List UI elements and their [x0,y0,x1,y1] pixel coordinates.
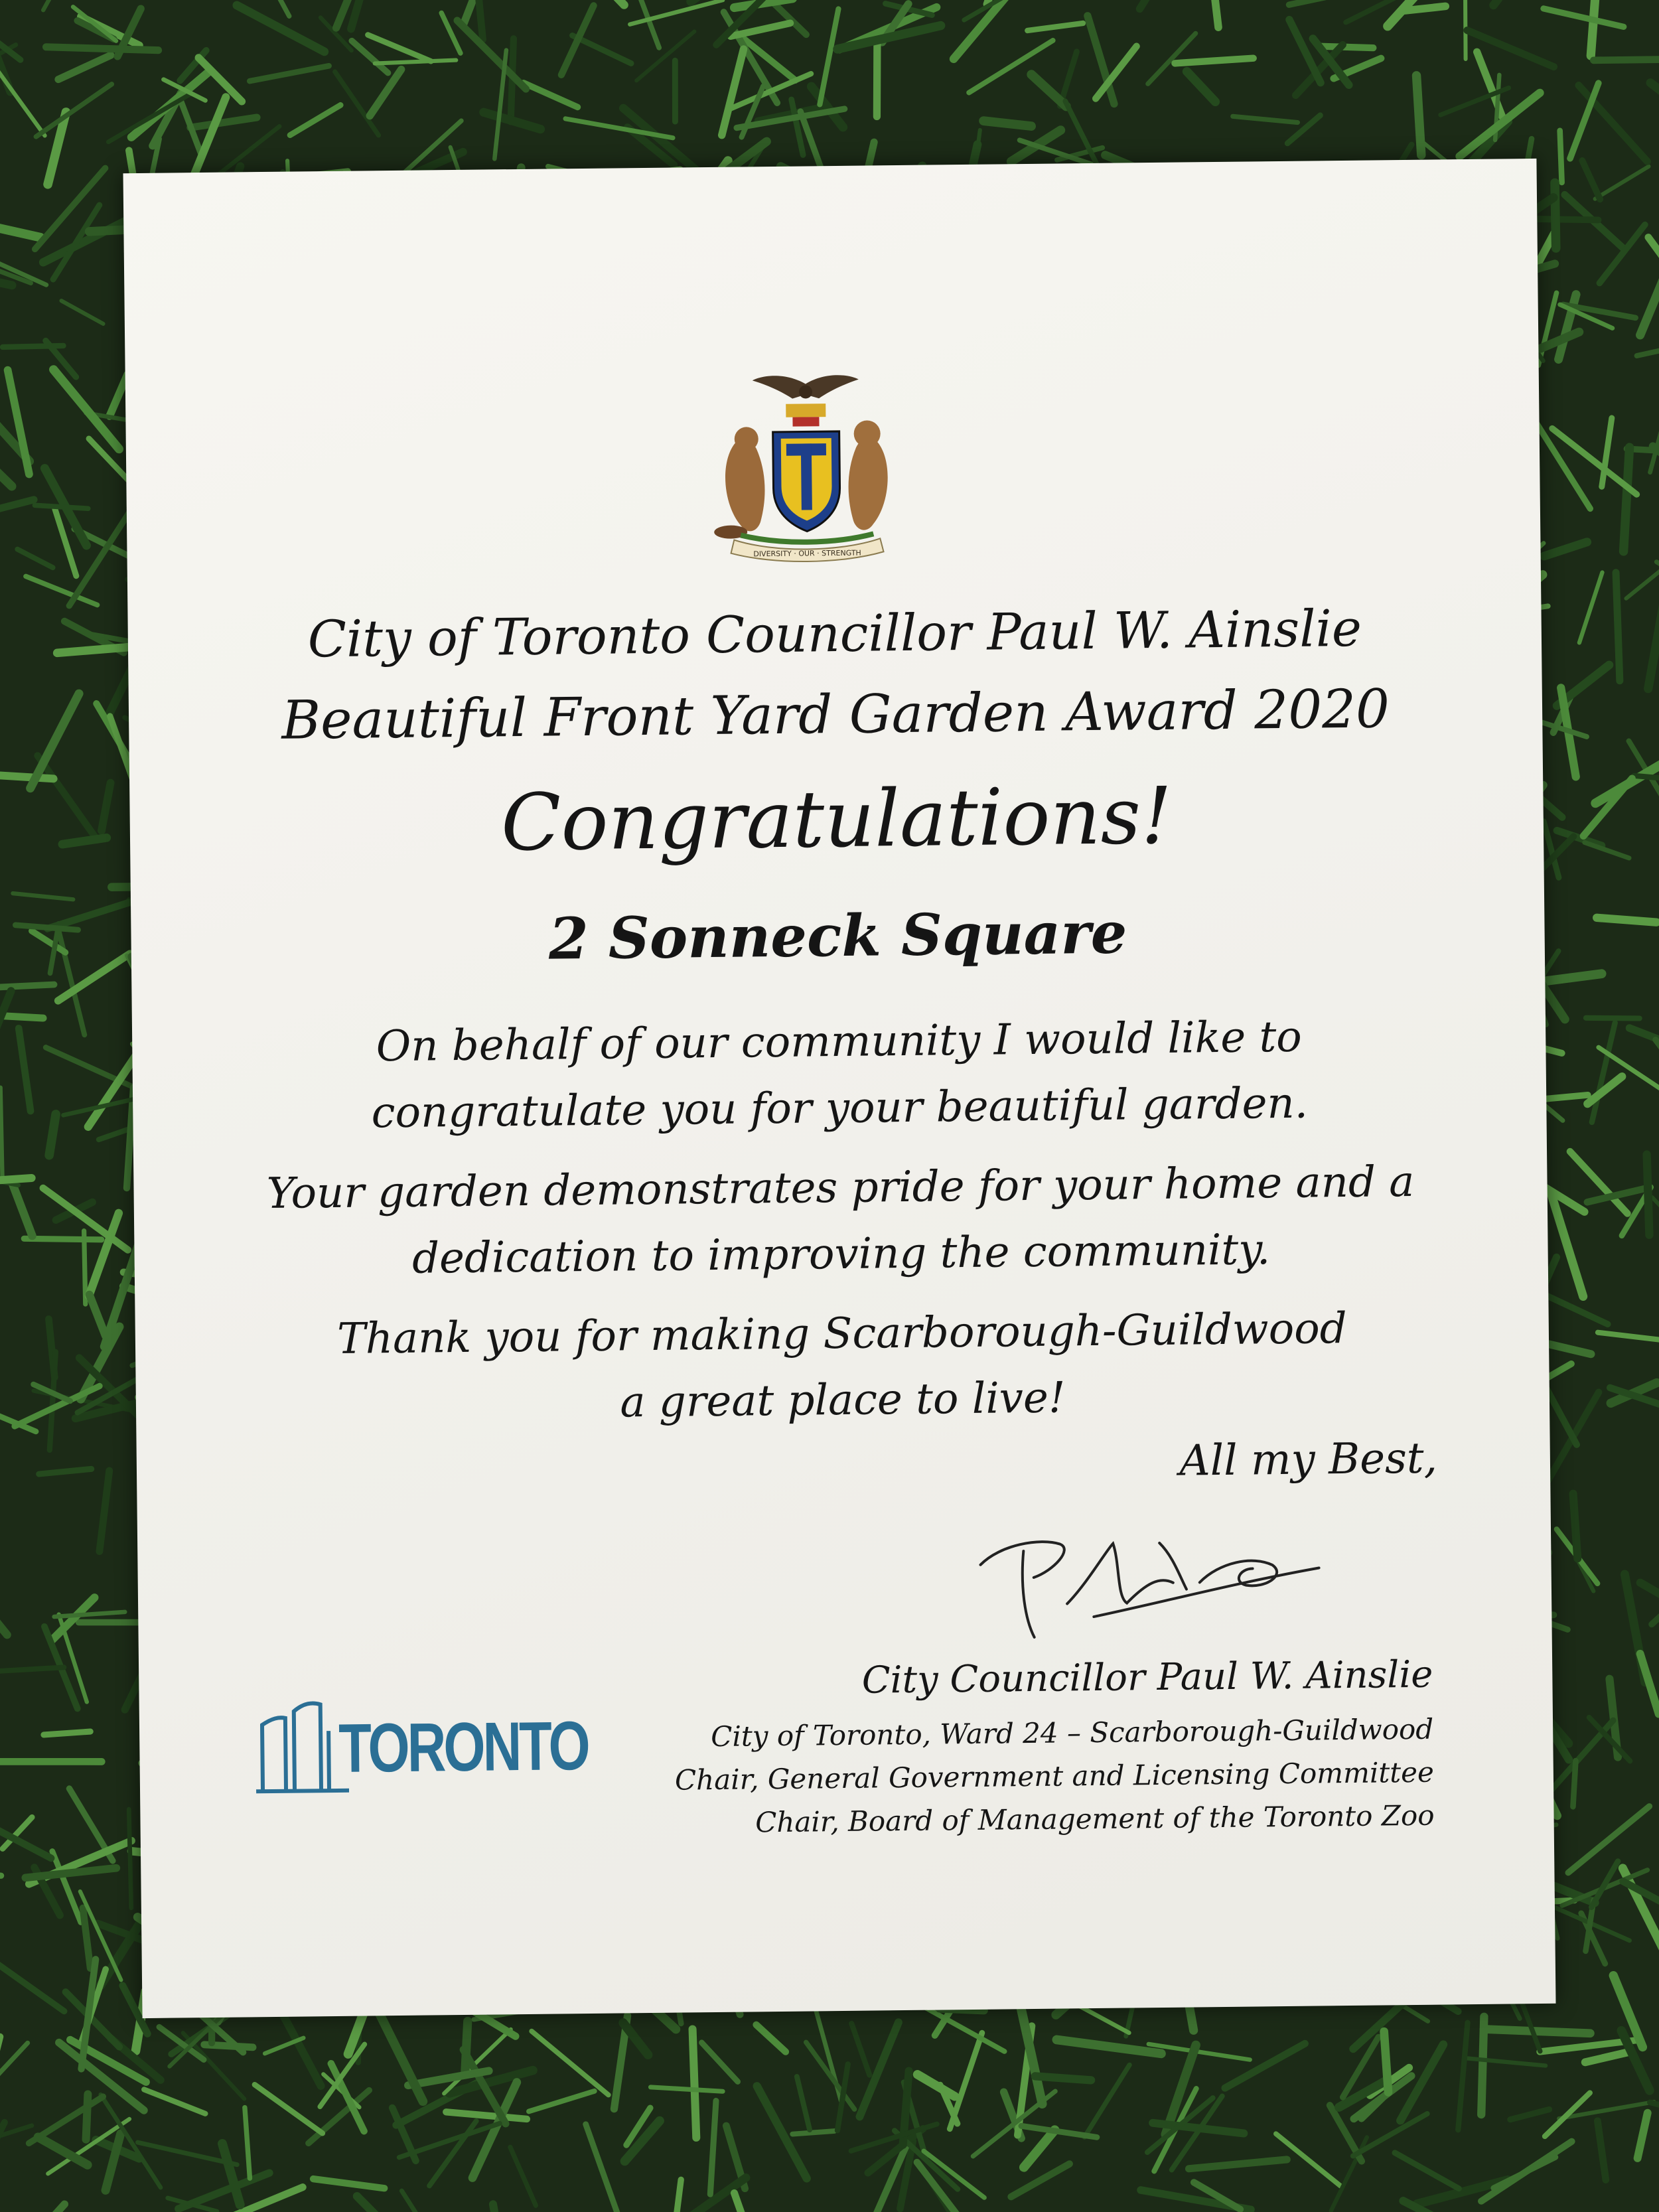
handwritten-signature [960,1501,1333,1651]
congratulations-heading: Congratulations! [500,769,1173,869]
city-of-toronto-logo [255,1695,589,1798]
award-heading-line1: City of Toronto Councillor Paul W. Ainslie [307,598,1362,669]
body-paragraph-3-line2: a great place to live! [620,1373,1066,1428]
toronto-wordmark: TORONTO [338,1708,589,1787]
body-paragraph-2-line1: Your garden demonstrates pride for your home and a [266,1157,1415,1219]
crest-motto: DIVERSITY · OUR · STRENGTH [753,548,861,559]
signatory-title-line1: City of Toronto, Ward 24 – Scarborough-Guildwood [711,1712,1434,1753]
signatory-title-line2: Chair, General Government and Licensing Committee [674,1755,1435,1797]
city-hall-icon [255,1698,350,1798]
body-paragraph-1-line1: On behalf of our community I would like to [376,1012,1303,1072]
body-paragraph-3-line1: Thank you for making Scarborough-Guildwood [336,1304,1348,1364]
body-paragraph-2-line2: dedication to improving the community. [411,1225,1271,1284]
closing-salutation: All my Best, [1179,1434,1438,1486]
signatory-name: City Councillor Paul W. Ainslie [861,1653,1433,1702]
award-certificate [123,159,1556,2018]
toronto-coat-of-arms [693,364,920,566]
award-heading-line2: Beautiful Front Yard Garden Award 2020 [281,678,1390,751]
signatory-title-line3: Chair, Board of Management of the Toronto Zoo [755,1799,1435,1839]
body-paragraph-1-line2: congratulate you for your beautiful garden. [371,1078,1309,1138]
recipient-address: 2 Sonneck Square [548,899,1127,973]
